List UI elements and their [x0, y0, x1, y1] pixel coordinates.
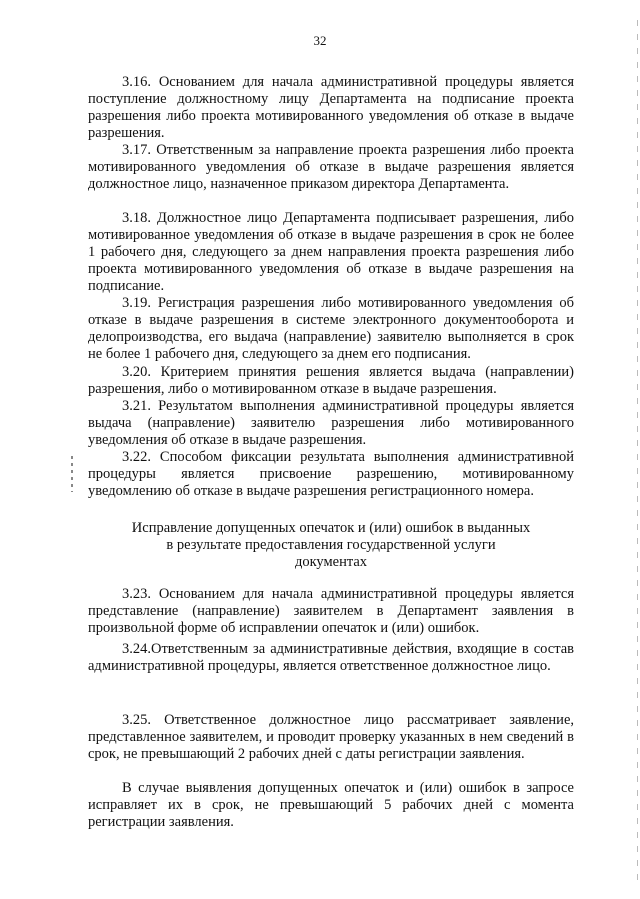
paragraph-3-21: 3.21. Результатом выполнения административной процедуры является выдача (направление) заявителю разрешения либо мотивированного уведомления об отказе в выдаче разрешения. — [88, 398, 574, 448]
paragraph-3-22: 3.22. Способом фиксации результата выполнения административной процедуры является присвоение разрешению, мотивированному уведомлению об отказе в выдаче разрешения регистрационного номера. — [88, 449, 574, 499]
page-number: 32 — [313, 33, 327, 48]
paragraph-3-23: 3.23. Основанием для начала административной процедуры является представление (направление) заявителем в Департамент заявления в произвольной форме об исправлении опечаток и (или) ошибок. — [88, 586, 574, 636]
scan-edge-mark — [637, 20, 638, 880]
section-heading-line-1: Исправление допущенных опечаток и (или) ошибок в выданных — [131, 520, 531, 536]
scan-margin-mark — [71, 456, 73, 492]
section-heading-line-2: в результате предоставления государственной услуги — [166, 537, 496, 553]
paragraph-3-24: 3.24.Ответственным за административные действия, входящие в состав административной процедуры, является ответственное должностное лицо. — [88, 641, 574, 674]
section-heading — [88, 520, 574, 571]
paragraph-3-25: 3.25. Ответственное должностное лицо рассматривает заявление, представленное заявителем, и проводит проверку указанных в нем сведений в срок, не превышающий 2 рабочих дней с даты регистрации заявления. — [88, 712, 574, 762]
paragraph-3-18: 3.18. Должностное лицо Департамента подписывает разрешения, либо мотивированное уведомления об отказе в выдаче разрешения в срок не более 1 рабочего дня, следующего за днем направления проекта разрешения либо проекта мотивированного уведомления об отказе в выдаче разрешения на подписание. — [88, 210, 574, 294]
section-heading-line-3: документах — [294, 554, 368, 570]
paragraph-errors-correction: В случае выявления допущенных опечаток и (или) ошибок в запросе исправляет их в срок, не превышающий 5 рабочих дней с момента регистрации заявления. — [88, 780, 574, 830]
paragraph-3-16: 3.16. Основанием для начала административной процедуры является поступление должностному лицу Департамента на подписание проекта разрешения либо проекта мотивированного уведомления об отказе в выдаче разрешения. — [88, 74, 574, 141]
paragraph-3-20: 3.20. Критерием принятия решения является выдача (направлении) разрешения, либо о мотивированном отказе в выдаче разрешения. — [88, 364, 574, 397]
paragraph-3-17: 3.17. Ответственным за направление проекта разрешения либо проекта мотивированного уведомления об отказе в выдаче разрешения является должностное лицо, назначенное приказом директора Департамента. — [88, 142, 574, 192]
paragraph-3-19: 3.19. Регистрация разрешения либо мотивированного уведомления об отказе в выдаче разрешения в системе электронного документооборота и делопроизводства, его выдача (направление) заявителю выполняется в срок не более 1 рабочего дня, следующего за днем его подписания. — [88, 295, 574, 362]
